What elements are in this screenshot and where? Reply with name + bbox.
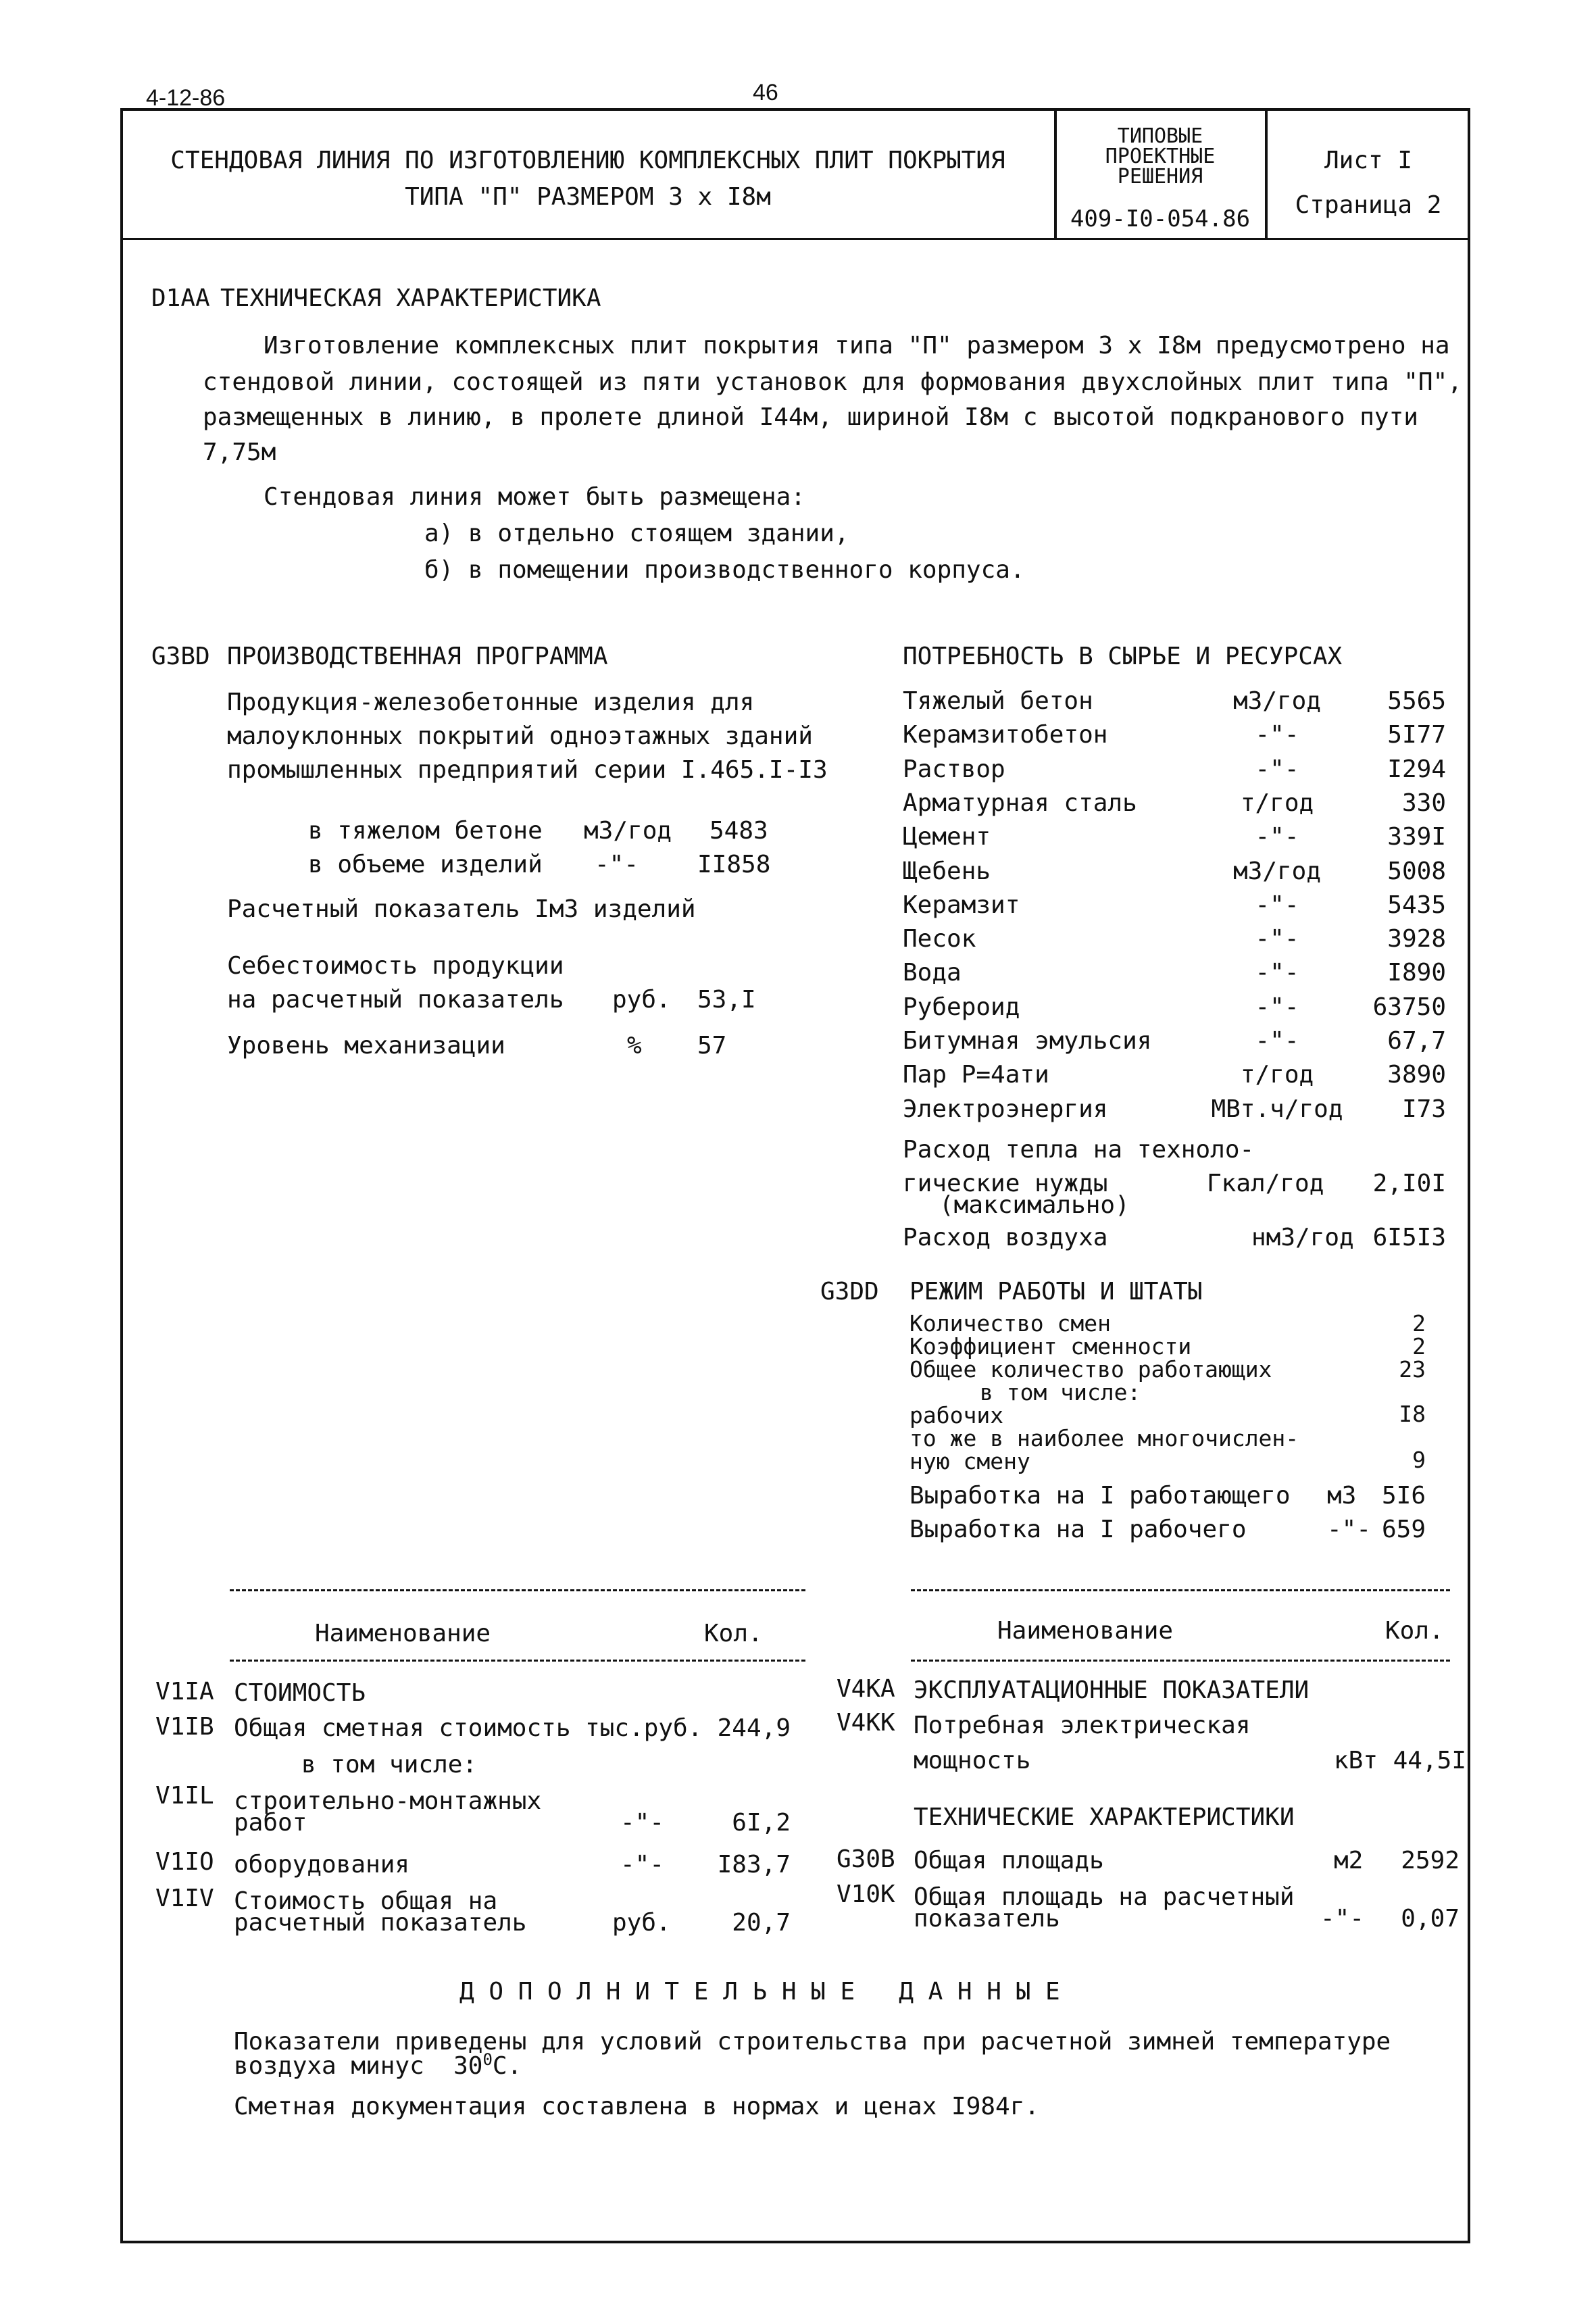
resource-unit: -"- (1255, 1027, 1299, 1055)
program-row-unit: -"- (595, 851, 639, 878)
resource-value: I890 (1387, 959, 1446, 987)
right-table-col-qty: Кол. (1385, 1617, 1444, 1645)
resource-label: Вода (903, 959, 962, 987)
cost-label-1: Себестоимость продукции (227, 952, 564, 980)
table-row-label-cont: работ (234, 1809, 307, 1837)
shifts-value: 2 (1412, 1310, 1426, 1337)
resource-value: 5435 (1387, 891, 1446, 919)
right-table-top-rule (911, 1589, 1450, 1591)
page-number: 46 (753, 80, 778, 105)
resource-unit: -"- (1255, 925, 1299, 953)
resource-value: 339I (1387, 823, 1446, 851)
heat-label-1: Расход тепла на техноло- (903, 1136, 1255, 1164)
table-row-unit: -"- (620, 1809, 665, 1837)
program-row-value: II858 (697, 851, 771, 878)
additional-heading: Д О П О Л Н И Т Е Л Ь Н Ы Е Д А Н Н Ы Е (459, 1978, 1060, 2006)
table-row-code: V4KK (837, 1709, 895, 1737)
resource-label: Цемент (903, 823, 991, 851)
table-row-code: V1IO (155, 1848, 214, 1876)
resource-value: 67,7 (1387, 1027, 1446, 1055)
table-row-unit: руб. (612, 1909, 671, 1937)
left-table-header-rule (230, 1660, 805, 1662)
operational-section-code: V4KA (837, 1675, 895, 1703)
document-code: 4-12-86 (146, 85, 226, 111)
table-row-code: G30B (837, 1845, 895, 1873)
air-value: 6I5I3 (1372, 1224, 1446, 1251)
table-row-code: V10K (837, 1881, 895, 1908)
resource-unit: МВт.ч/год (1211, 1095, 1343, 1123)
heat-unit: Гкал/год (1207, 1170, 1324, 1197)
tech-text-line-3: размещенных в линию, в пролете длиной I44м, шириной I8м с высотой подкранового пути (203, 403, 1418, 431)
resource-unit: -"- (1255, 823, 1299, 851)
resource-value: 5008 (1387, 857, 1446, 885)
resource-unit: -"- (1255, 755, 1299, 783)
tech-section-code: D1AA (151, 284, 210, 312)
table-row-label: строительно-монтажных (234, 1787, 542, 1815)
resource-unit: т/год (1240, 789, 1314, 817)
resource-label: Тяжелый бетон (903, 687, 1093, 715)
doc-number: 409-I0-054.86 (1070, 205, 1251, 232)
header-divider (120, 238, 1470, 240)
total-staff-label: Общее количество работающих (909, 1356, 1272, 1383)
table-row-value: 6I,2 (732, 1809, 791, 1837)
table-row-label: Стоимость общая на (234, 1887, 498, 1915)
typical-label-2: ПРОЕКТНЫЕ (1105, 145, 1216, 168)
power-value: 44,5I (1393, 1747, 1466, 1774)
product-line-3: промышленных предприятий серии I.465.I-I3 (227, 756, 828, 784)
typical-label-3: РЕШЕНИЯ (1117, 165, 1203, 189)
workers-value: I8 (1399, 1401, 1426, 1427)
resource-label: Песок (903, 925, 976, 953)
staff-section-code: G3DD (820, 1278, 879, 1305)
additional-line-3: Сметная документация составлена в нормах и ценах I984г. (234, 2093, 1040, 2120)
program-row-unit: м3/год (584, 817, 672, 845)
program-row-label: в тяжелом бетоне (308, 817, 543, 845)
max-shift-value: 9 (1412, 1447, 1426, 1473)
resource-unit: -"- (1255, 993, 1299, 1021)
area-label: Общая площадь (914, 1847, 1104, 1874)
output-per-worker-label: Выработка на I рабочего (909, 1516, 1247, 1543)
tech-heading: ТЕХНИЧЕСКАЯ ХАРАКТЕРИСТИКА (220, 284, 601, 312)
air-unit: нм3/год (1251, 1224, 1354, 1251)
area-per-unit-label-1: Общая площадь на расчетный (914, 1883, 1295, 1911)
resource-label: Щебень (903, 857, 991, 885)
right-table-col-name: Наименование (997, 1617, 1174, 1645)
cost-label-2: на расчетный показатель (227, 986, 564, 1014)
workers-label: рабочих (909, 1402, 1004, 1428)
resource-label: Раствор (903, 755, 1005, 783)
mechanization-label: Уровень механизации (227, 1032, 505, 1060)
header-col-line-2 (1265, 108, 1268, 239)
cost-unit: руб. (612, 986, 671, 1014)
table-row-value: I83,7 (717, 1851, 791, 1878)
table-row-code: V1IB (155, 1713, 214, 1741)
resource-value: I73 (1401, 1095, 1446, 1123)
max-shift-label-2: ную смену (909, 1448, 1030, 1474)
resource-unit: м3/год (1232, 687, 1322, 715)
degree-sign: 0 (482, 2050, 493, 2069)
tech-char-heading: ТЕХНИЧЕСКИЕ ХАРАКТЕРИСТИКИ (914, 1803, 1295, 1831)
heat-label-2: гические нужды (903, 1170, 1108, 1197)
area-per-unit-unit: -"- (1320, 1905, 1365, 1933)
resource-label: Битумная эмульсия (903, 1027, 1152, 1055)
table-row-unit: тыс.руб. (585, 1714, 703, 1742)
total-staff-value: 23 (1399, 1356, 1426, 1383)
left-table-col-qty: Кол. (704, 1620, 763, 1647)
tech-text-line-4: 7,75м (203, 439, 276, 466)
tech-text-line-1: Изготовление комплексных плит покрытия типа "П" размером 3 х I8м предусмотрено на (264, 332, 1450, 359)
table-row-value: 20,7 (732, 1909, 791, 1937)
resource-value: 3928 (1387, 925, 1446, 953)
table-row-label: оборудования (234, 1851, 410, 1878)
resource-value: 63750 (1372, 993, 1446, 1021)
output-per-worker-value: 659 (1381, 1516, 1426, 1543)
additional-line-2-unit: С. (492, 2052, 522, 2080)
shifts-label: Количество смен (909, 1310, 1112, 1337)
typical-label-1: ТИПОВЫЕ (1117, 124, 1203, 148)
cost-value: 53,I (697, 986, 756, 1014)
program-heading: ПРОИЗВОДСТВЕННАЯ ПРОГРАММА (227, 643, 608, 670)
resource-label: Арматурная сталь (903, 789, 1137, 817)
table-row-label: в том числе: (301, 1751, 478, 1778)
area-per-unit-label-2: показатель (914, 1905, 1060, 1933)
resource-unit: -"- (1255, 959, 1299, 987)
resource-unit: м3/год (1232, 857, 1322, 885)
resource-unit: т/год (1240, 1061, 1314, 1089)
power-label-2: мощность (914, 1747, 1031, 1774)
tech-text-line-2: стендовой линии, состоящей из пяти установок для формования двухслойных плит типа "П", (203, 368, 1462, 396)
operational-section-heading: ЭКСПЛУАТАЦИОННЫЕ ПОКАЗАТЕЛИ (914, 1676, 1310, 1704)
resource-value: I294 (1387, 755, 1446, 783)
shift-coef-value: 2 (1412, 1333, 1426, 1360)
heat-value: 2,I0I (1372, 1170, 1446, 1197)
product-line-1: Продукция-железобетонные изделия для (227, 689, 755, 716)
including-label: в том числе: (980, 1379, 1141, 1405)
output-per-employee-value: 5I6 (1381, 1482, 1426, 1510)
table-row-unit: -"- (620, 1851, 665, 1878)
additional-line-1: Показатели приведены для условий строительства при расчетной зимней температуре (234, 2028, 1391, 2056)
resource-label: Рубероид (903, 993, 1020, 1021)
left-table-col-name: Наименование (315, 1620, 491, 1647)
resource-unit: -"- (1255, 891, 1299, 919)
resource-label: Керамзит (903, 891, 1020, 919)
table-row-label-cont: расчетный показатель (234, 1909, 527, 1937)
resource-value: 5565 (1387, 687, 1446, 715)
resource-label: Пар Р=4ати (903, 1061, 1049, 1089)
program-section-code: G3BD (151, 643, 210, 670)
area-unit: м2 (1334, 1847, 1364, 1874)
table-row-label: Общая сметная стоимость (234, 1714, 571, 1742)
resources-heading: ПОТРЕБНОСТЬ В СЫРЬЕ И РЕСУРСАХ (903, 643, 1343, 670)
resource-label: Электроэнергия (903, 1095, 1108, 1123)
placement-intro: Стендовая линия может быть размещена: (264, 483, 805, 511)
resource-value: 3890 (1387, 1061, 1446, 1089)
output-per-employee-label: Выработка на I работающего (909, 1482, 1291, 1510)
staff-heading: РЕЖИМ РАБОТЫ И ШТАТЫ (909, 1278, 1203, 1305)
cost-section-heading: СТОИМОСТЬ (234, 1679, 366, 1707)
product-line-2: малоуклонных покрытий одноэтажных зданий (227, 722, 813, 750)
right-table-header-rule (911, 1660, 1450, 1662)
page-label: Страница 2 (1295, 191, 1442, 219)
resource-unit: -"- (1255, 721, 1299, 749)
additional-line-2 (234, 2051, 522, 2078)
air-label: Расход воздуха (903, 1224, 1108, 1251)
resource-label: Керамзитобетон (903, 721, 1108, 749)
heat-label-3: (максимально) (939, 1191, 1130, 1219)
power-unit: кВт (1334, 1747, 1378, 1774)
placement-option-a: а) в отдельно стоящем здании, (424, 520, 849, 547)
title-line-1: СТЕНДОВАЯ ЛИНИЯ ПО ИЗГОТОВЛЕНИЮ КОМПЛЕКСНЫХ ПЛИТ ПОКРЫТИЯ (170, 147, 1005, 174)
resource-value: 330 (1401, 789, 1446, 817)
placement-option-b: б) в помещении производственного корпуса. (424, 556, 1025, 584)
calc-indicator: Расчетный показатель Iм3 изделий (227, 895, 696, 923)
resource-value: 5I77 (1387, 721, 1446, 749)
output-per-worker-unit: -"- (1327, 1516, 1372, 1543)
power-label-1: Потребная электрическая (914, 1712, 1251, 1739)
mechanization-unit: % (627, 1032, 642, 1060)
program-row-value: 5483 (709, 817, 768, 845)
max-shift-label-1: то же в наиболее многочислен- (909, 1425, 1299, 1451)
output-per-employee-unit: м3 (1327, 1482, 1357, 1510)
area-value: 2592 (1401, 1847, 1460, 1874)
sheet-label: Лист I (1324, 147, 1413, 174)
header-col-line-1 (1054, 108, 1057, 239)
table-row-code: V1IL (155, 1782, 214, 1810)
cost-section-code: V1IA (155, 1678, 214, 1706)
title-line-2: ТИПА "П" РАЗМЕРОМ 3 х I8м (405, 183, 771, 211)
mechanization-value: 57 (697, 1032, 727, 1060)
area-per-unit-value: 0,07 (1401, 1905, 1460, 1933)
left-table-top-rule (230, 1589, 805, 1591)
table-row-value: 244,9 (717, 1714, 791, 1742)
additional-line-2-text: воздуха минус 30 (234, 2052, 483, 2080)
table-row-code: V1IV (155, 1885, 214, 1912)
program-row-label: в объеме изделий (308, 851, 543, 878)
shift-coef-label: Коэффициент сменности (909, 1333, 1192, 1360)
